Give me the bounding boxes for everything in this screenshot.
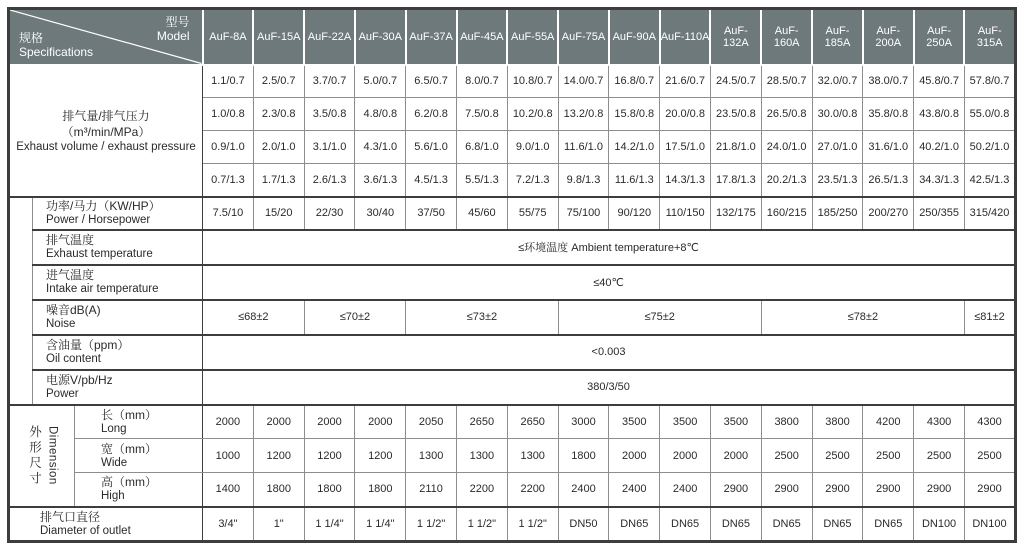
value-cell: 2650 bbox=[457, 405, 508, 439]
value-cell: 4300 bbox=[964, 405, 1015, 439]
value-cell: 10.8/0.7 bbox=[507, 65, 558, 98]
model-header: AuF-200A bbox=[863, 9, 914, 65]
value-cell: 2900 bbox=[710, 473, 761, 507]
value-cell: 31.6/1.0 bbox=[863, 131, 914, 164]
value-cell: 26.5/0.8 bbox=[761, 98, 812, 131]
value-cell: 20.0/0.8 bbox=[660, 98, 711, 131]
model-header: AuF-37A bbox=[406, 9, 457, 65]
value-cell: 2200 bbox=[507, 473, 558, 507]
value-cell: 3.1/1.0 bbox=[304, 131, 355, 164]
value-cell: 57.8/0.7 bbox=[964, 65, 1015, 98]
value-cell: 3500 bbox=[660, 405, 711, 439]
value-cell: 1.1/0.7 bbox=[203, 65, 254, 98]
row-label-exhaust-temperature bbox=[33, 230, 203, 265]
noise-value-cell: ≤70±2 bbox=[304, 300, 406, 335]
value-cell: 2400 bbox=[660, 473, 711, 507]
value-cell: 2500 bbox=[964, 439, 1015, 473]
value-cell: DN100 bbox=[964, 507, 1015, 542]
label-text: Exhaust temperature bbox=[46, 248, 153, 260]
value-cell: 24.0/1.0 bbox=[761, 131, 812, 164]
value-cell: 17.8/1.3 bbox=[710, 164, 761, 197]
row-label-noise bbox=[33, 300, 203, 335]
value-cell: 2000 bbox=[660, 439, 711, 473]
value-cell: 250/355 bbox=[914, 197, 965, 230]
noise-value-cell: ≤81±2 bbox=[964, 300, 1015, 335]
value-cell: 5.5/1.3 bbox=[457, 164, 508, 197]
value-cell: 8.0/0.7 bbox=[457, 65, 508, 98]
vertical-label bbox=[10, 425, 74, 487]
value-cell: 4300 bbox=[914, 405, 965, 439]
label-text: 功率/马力（KW/HP） bbox=[46, 199, 161, 213]
value-cell: 30/40 bbox=[355, 197, 406, 230]
value-cell: 23.5/0.8 bbox=[710, 98, 761, 131]
value-cell: 2900 bbox=[863, 473, 914, 507]
value-cell: 17.5/1.0 bbox=[660, 131, 711, 164]
value-cell: 28.5/0.7 bbox=[761, 65, 812, 98]
noise-value-cell: ≤68±2 bbox=[203, 300, 305, 335]
value-cell: 40.2/1.0 bbox=[914, 131, 965, 164]
value-cell: 4.3/1.0 bbox=[355, 131, 406, 164]
model-header: AuF-75A bbox=[558, 9, 609, 65]
model-header: AuF-15A bbox=[253, 9, 304, 65]
label-text: 排气口直径 bbox=[40, 509, 101, 524]
value-cell: 3/4" bbox=[203, 507, 254, 542]
value-cell: 50.2/1.0 bbox=[964, 131, 1015, 164]
value-cell: 2.3/0.8 bbox=[253, 98, 304, 131]
value-cell: 2400 bbox=[558, 473, 609, 507]
model-header: AuF-30A bbox=[355, 9, 406, 65]
value-cell: 3.6/1.3 bbox=[355, 164, 406, 197]
model-header: AuF-55A bbox=[507, 9, 558, 65]
value-cell: DN65 bbox=[660, 507, 711, 542]
label-text: 进气温度 bbox=[46, 268, 95, 282]
value-cell: 32.0/0.7 bbox=[812, 65, 863, 98]
value-cell: 7.5/0.8 bbox=[457, 98, 508, 131]
value-cell: 2900 bbox=[964, 473, 1015, 507]
value-cell: 2900 bbox=[812, 473, 863, 507]
value-cell: 2650 bbox=[507, 405, 558, 439]
value-cell: 45.8/0.7 bbox=[914, 65, 965, 98]
value-cell: 1300 bbox=[457, 439, 508, 473]
value-cell: 2050 bbox=[406, 405, 457, 439]
value-cell: 11.6/1.3 bbox=[609, 164, 660, 197]
label-text: Oil content bbox=[46, 353, 101, 365]
value-cell: 1 1/2" bbox=[507, 507, 558, 542]
value-cell: 5.6/1.0 bbox=[406, 131, 457, 164]
value-cell: 160/215 bbox=[761, 197, 812, 230]
value-cell: 34.3/1.3 bbox=[914, 164, 965, 197]
value-cell: 3000 bbox=[558, 405, 609, 439]
value-cell: 10.2/0.8 bbox=[507, 98, 558, 131]
noise-value-cell: ≤78±2 bbox=[761, 300, 964, 335]
value-cell: 3500 bbox=[609, 405, 660, 439]
value-cell: 14.3/1.3 bbox=[660, 164, 711, 197]
value-cell: 132/175 bbox=[710, 197, 761, 230]
model-header: AuF-8A bbox=[203, 9, 254, 65]
value-cell: 2000 bbox=[304, 405, 355, 439]
value-cell: 1800 bbox=[253, 473, 304, 507]
corner-model-label bbox=[157, 15, 190, 43]
value-cell: 2.0/1.0 bbox=[253, 131, 304, 164]
value-cell: 2200 bbox=[457, 473, 508, 507]
row-label-wide bbox=[75, 439, 203, 473]
row-label-exhaust-volume bbox=[9, 65, 203, 197]
value-cell: 16.8/0.7 bbox=[609, 65, 660, 98]
noise-value-cell: ≤73±2 bbox=[406, 300, 558, 335]
label-text: Wide bbox=[101, 456, 128, 469]
value-cell: 4.5/1.3 bbox=[406, 164, 457, 197]
model-header: AuF-90A bbox=[609, 9, 660, 65]
value-cell: 1300 bbox=[406, 439, 457, 473]
value-cell: 110/150 bbox=[660, 197, 711, 230]
row-label-high bbox=[75, 473, 203, 507]
value-cell: 2500 bbox=[761, 439, 812, 473]
value-cell: 21.6/0.7 bbox=[660, 65, 711, 98]
value-cell: 185/250 bbox=[812, 197, 863, 230]
value-cell: 1300 bbox=[507, 439, 558, 473]
value-cell: 20.2/1.3 bbox=[761, 164, 812, 197]
value-cell: 7.5/10 bbox=[203, 197, 254, 230]
label-text: 宽（mm） bbox=[101, 441, 157, 456]
value-cell: 200/270 bbox=[863, 197, 914, 230]
label-text: Noise bbox=[46, 318, 76, 330]
value-cell: 1200 bbox=[355, 439, 406, 473]
model-header: AuF-132A bbox=[710, 9, 761, 65]
value-cell: 11.6/1.0 bbox=[558, 131, 609, 164]
noise-value-cell: ≤75±2 bbox=[558, 300, 761, 335]
label-text: Long bbox=[101, 422, 127, 435]
value-cell: 3.5/0.8 bbox=[304, 98, 355, 131]
value-cell: 2500 bbox=[812, 439, 863, 473]
model-header: AuF-110A bbox=[660, 9, 711, 65]
corner-spec-label bbox=[19, 31, 93, 59]
value-cell: 1.7/1.3 bbox=[253, 164, 304, 197]
model-header: AuF-250A bbox=[914, 9, 965, 65]
value-cell: DN65 bbox=[761, 507, 812, 542]
spec-table-body bbox=[9, 9, 1016, 542]
value-cell: 4200 bbox=[863, 405, 914, 439]
value-cell: 2500 bbox=[914, 439, 965, 473]
label-text: Diameter of outlet bbox=[40, 524, 131, 537]
value-cell: 13.2/0.8 bbox=[558, 98, 609, 131]
label-text: Intake air temperature bbox=[46, 283, 159, 295]
value-cell: 2110 bbox=[406, 473, 457, 507]
value-cell: 55.0/0.8 bbox=[964, 98, 1015, 131]
spec-table bbox=[7, 7, 1017, 543]
value-cell: 2900 bbox=[914, 473, 965, 507]
value-cell: 1200 bbox=[304, 439, 355, 473]
label-text: 长（mm） bbox=[101, 407, 157, 422]
model-header: AuF-185A bbox=[812, 9, 863, 65]
value-cell: 14.2/1.0 bbox=[609, 131, 660, 164]
value-cell: 35.8/0.8 bbox=[863, 98, 914, 131]
value-cell: DN100 bbox=[914, 507, 965, 542]
label-text: 噪音dB(A) bbox=[46, 303, 101, 317]
row-label-outlet-diameter bbox=[9, 507, 203, 542]
value-cell: 3500 bbox=[710, 405, 761, 439]
value-cell: 23.5/1.3 bbox=[812, 164, 863, 197]
value-cell: 0.7/1.3 bbox=[203, 164, 254, 197]
model-header: AuF-22A bbox=[304, 9, 355, 65]
value-cell: DN65 bbox=[863, 507, 914, 542]
row-label-oil-content bbox=[33, 335, 203, 370]
merged-value-cell: 380/3/50 bbox=[203, 370, 1016, 405]
label-text: Exhaust volume / exhaust pressure bbox=[16, 140, 196, 153]
label-text: 电源V/pb/Hz bbox=[46, 373, 113, 387]
value-cell: 2000 bbox=[253, 405, 304, 439]
merged-value-cell: ≤环境温度 Ambient temperature+8℃ bbox=[203, 230, 1016, 265]
value-cell: 2500 bbox=[863, 439, 914, 473]
spec-en: Specifications bbox=[19, 44, 94, 59]
value-cell: 3.7/0.7 bbox=[304, 65, 355, 98]
model-header: AuF-45A bbox=[457, 9, 508, 65]
value-cell: 30.0/0.8 bbox=[812, 98, 863, 131]
value-cell: 1 1/2" bbox=[406, 507, 457, 542]
value-cell: 9.0/1.0 bbox=[507, 131, 558, 164]
row-label-power-supply bbox=[33, 370, 203, 405]
merged-value-cell: <0.003 bbox=[203, 335, 1016, 370]
value-cell: 37/50 bbox=[406, 197, 457, 230]
label-text: （m³/min/MPa） bbox=[61, 124, 151, 139]
value-cell: 15.8/0.8 bbox=[609, 98, 660, 131]
model-zh: 型号 bbox=[165, 15, 190, 29]
value-cell: 2400 bbox=[609, 473, 660, 507]
value-cell: 0.9/1.0 bbox=[203, 131, 254, 164]
value-cell: 1800 bbox=[304, 473, 355, 507]
value-cell: 2000 bbox=[203, 405, 254, 439]
value-cell: 45/60 bbox=[457, 197, 508, 230]
corner-cell bbox=[9, 9, 203, 65]
label-text: 排气量/排气压力 bbox=[62, 108, 150, 123]
value-cell: 7.2/1.3 bbox=[507, 164, 558, 197]
label-text: Power bbox=[46, 388, 79, 400]
value-cell: 2000 bbox=[710, 439, 761, 473]
value-cell: DN65 bbox=[609, 507, 660, 542]
model-header: AuF-315A bbox=[964, 9, 1015, 65]
value-cell: 42.5/1.3 bbox=[964, 164, 1015, 197]
value-cell: DN65 bbox=[710, 507, 761, 542]
value-cell: 15/20 bbox=[253, 197, 304, 230]
value-cell: 27.0/1.0 bbox=[812, 131, 863, 164]
value-cell: 1400 bbox=[203, 473, 254, 507]
model-header: AuF-160A bbox=[761, 9, 812, 65]
value-cell: DN50 bbox=[558, 507, 609, 542]
value-cell: 2900 bbox=[761, 473, 812, 507]
dimension-label-zh: 外形尺寸 bbox=[27, 424, 42, 487]
label-text: Power / Horsepower bbox=[46, 214, 151, 226]
row-label-intake-temperature bbox=[33, 265, 203, 300]
value-cell: 43.8/0.8 bbox=[914, 98, 965, 131]
value-cell: 1" bbox=[253, 507, 304, 542]
value-cell: 21.8/1.0 bbox=[710, 131, 761, 164]
value-cell: 1 1/4" bbox=[304, 507, 355, 542]
value-cell: 4.8/0.8 bbox=[355, 98, 406, 131]
value-cell: 26.5/1.3 bbox=[863, 164, 914, 197]
merged-value-cell: ≤40℃ bbox=[203, 265, 1016, 300]
label-text: 高（mm） bbox=[101, 475, 157, 490]
dimension-group-label bbox=[9, 405, 75, 507]
value-cell: 315/420 bbox=[964, 197, 1015, 230]
value-cell: 6.8/1.0 bbox=[457, 131, 508, 164]
value-cell: 1.0/0.8 bbox=[203, 98, 254, 131]
value-cell: 2000 bbox=[609, 439, 660, 473]
value-cell: 90/120 bbox=[609, 197, 660, 230]
value-cell: 1000 bbox=[203, 439, 254, 473]
value-cell: 2.5/0.7 bbox=[253, 65, 304, 98]
value-cell: 24.5/0.7 bbox=[710, 65, 761, 98]
label-text: High bbox=[101, 490, 125, 503]
label-text: 含油量（ppm） bbox=[46, 338, 130, 352]
value-cell: 5.0/0.7 bbox=[355, 65, 406, 98]
value-cell: 75/100 bbox=[558, 197, 609, 230]
value-cell: 1 1/2" bbox=[457, 507, 508, 542]
value-cell: 2.6/1.3 bbox=[304, 164, 355, 197]
value-cell: 6.2/0.8 bbox=[406, 98, 457, 131]
value-cell: 2000 bbox=[355, 405, 406, 439]
row-label-power bbox=[33, 197, 203, 230]
value-cell: 1800 bbox=[355, 473, 406, 507]
dimension-label-en: Dimension bbox=[46, 426, 59, 485]
value-cell: 55/75 bbox=[507, 197, 558, 230]
label-text: 排气温度 bbox=[46, 233, 95, 247]
value-cell: 38.0/0.7 bbox=[863, 65, 914, 98]
value-cell: 9.8/1.3 bbox=[558, 164, 609, 197]
value-cell: 1 1/4" bbox=[355, 507, 406, 542]
spacer-cell bbox=[9, 197, 33, 405]
value-cell: 1800 bbox=[558, 439, 609, 473]
model-en: Model bbox=[156, 29, 190, 43]
value-cell: 6.5/0.7 bbox=[406, 65, 457, 98]
value-cell: DN65 bbox=[812, 507, 863, 542]
value-cell: 3800 bbox=[812, 405, 863, 439]
value-cell: 3800 bbox=[761, 405, 812, 439]
spec-zh: 规格 bbox=[19, 30, 44, 45]
value-cell: 1200 bbox=[253, 439, 304, 473]
row-label-long bbox=[75, 405, 203, 439]
value-cell: 22/30 bbox=[304, 197, 355, 230]
value-cell: 14.0/0.7 bbox=[558, 65, 609, 98]
